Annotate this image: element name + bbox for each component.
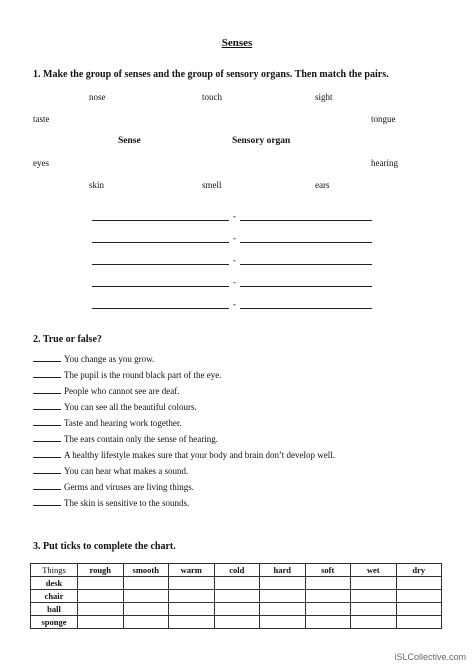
word-touch: touch <box>202 92 222 102</box>
table-row <box>31 577 442 590</box>
answer-blank-2[interactable] <box>33 370 61 378</box>
answer-blank-6[interactable] <box>33 434 61 442</box>
match-line-sense-4[interactable] <box>92 286 229 287</box>
tf-item-2: The pupil is the round black part of the eye. <box>33 370 221 380</box>
tick-cell[interactable] <box>351 590 397 603</box>
answer-blank-8[interactable] <box>33 466 61 474</box>
col-sense-heading: Sense <box>118 136 141 146</box>
header-things: Things <box>31 564 78 577</box>
word-nose: nose <box>89 92 106 102</box>
table-row <box>31 616 442 629</box>
tick-chart <box>30 563 442 629</box>
match-line-sense-2[interactable] <box>92 242 229 243</box>
tick-cell[interactable] <box>305 590 351 603</box>
tf-item-7: A healthy lifestyle makes sure that your body and brain don’t develop well. <box>33 450 335 460</box>
tick-cell[interactable] <box>214 590 260 603</box>
match-dash-3: - <box>233 255 236 265</box>
tf-item-3: People who cannot see are deaf. <box>33 386 179 396</box>
tick-cell[interactable] <box>305 577 351 590</box>
tick-cell[interactable] <box>78 577 124 590</box>
tick-cell[interactable] <box>396 577 442 590</box>
tf-item-9: Germs and viruses are living things. <box>33 482 194 492</box>
tick-cell[interactable] <box>123 616 169 629</box>
tick-cell[interactable] <box>260 616 306 629</box>
tick-cell[interactable] <box>169 603 215 616</box>
site-watermark: iSLCollective.com <box>394 652 466 662</box>
header-cold: cold <box>214 564 260 577</box>
word-hearing: hearing <box>371 158 398 168</box>
table-row <box>31 590 442 603</box>
tick-cell[interactable] <box>169 616 215 629</box>
tf-item-1: You change as you grow. <box>33 354 154 364</box>
tick-cell[interactable] <box>351 577 397 590</box>
tick-cell[interactable] <box>78 590 124 603</box>
word-tongue: tongue <box>371 114 396 124</box>
match-line-organ-5[interactable] <box>240 308 372 309</box>
tick-cell[interactable] <box>78 603 124 616</box>
tick-cell[interactable] <box>214 577 260 590</box>
word-taste: taste <box>33 114 50 124</box>
answer-blank-4[interactable] <box>33 402 61 410</box>
section1-heading: 1. Make the group of senses and the group of sensory organs. Then match the pairs. <box>33 69 389 80</box>
answer-blank-10[interactable] <box>33 498 61 506</box>
match-dash-5: - <box>233 299 236 309</box>
tick-cell[interactable] <box>396 603 442 616</box>
section3-heading: 3. Put ticks to complete the chart. <box>33 541 176 552</box>
tick-cell[interactable] <box>123 590 169 603</box>
tf-item-8: You can hear what makes a sound. <box>33 466 188 476</box>
answer-blank-1[interactable] <box>33 354 61 362</box>
header-rough: rough <box>78 564 124 577</box>
tick-cell[interactable] <box>305 603 351 616</box>
chart-header-row <box>31 564 442 577</box>
header-hard: hard <box>260 564 306 577</box>
match-line-sense-5[interactable] <box>92 308 229 309</box>
header-dry: dry <box>396 564 442 577</box>
tick-cell[interactable] <box>260 577 306 590</box>
answer-blank-3[interactable] <box>33 386 61 394</box>
tick-cell[interactable] <box>78 616 124 629</box>
tick-cell[interactable] <box>169 577 215 590</box>
tick-cell[interactable] <box>169 590 215 603</box>
tf-item-6: The ears contain only the sense of hearing. <box>33 434 218 444</box>
answer-blank-9[interactable] <box>33 482 61 490</box>
word-sight: sight <box>315 92 333 102</box>
col-organ-heading: Sensory organ <box>232 136 291 146</box>
tf-item-5: Taste and hearing work together. <box>33 418 182 428</box>
match-line-sense-1[interactable] <box>92 220 229 221</box>
match-dash-1: - <box>233 211 236 221</box>
answer-blank-5[interactable] <box>33 418 61 426</box>
tick-cell[interactable] <box>214 603 260 616</box>
match-line-organ-2[interactable] <box>240 242 372 243</box>
tick-cell[interactable] <box>123 577 169 590</box>
match-dash-2: - <box>233 233 236 243</box>
word-eyes: eyes <box>33 158 49 168</box>
tick-cell[interactable] <box>396 616 442 629</box>
header-warm: warm <box>169 564 215 577</box>
match-line-organ-3[interactable] <box>240 264 372 265</box>
row-label-ball: ball <box>31 603 78 616</box>
tick-cell[interactable] <box>214 616 260 629</box>
row-label-sponge: sponge <box>31 616 78 629</box>
tf-item-10: The skin is sensitive to the sounds. <box>33 498 189 508</box>
match-line-sense-3[interactable] <box>92 264 229 265</box>
tick-cell[interactable] <box>351 603 397 616</box>
row-label-chair: chair <box>31 590 78 603</box>
tick-cell[interactable] <box>305 616 351 629</box>
tick-cell[interactable] <box>396 590 442 603</box>
tick-cell[interactable] <box>260 603 306 616</box>
row-label-desk: desk <box>31 577 78 590</box>
tf-item-4: You can see all the beautiful colours. <box>33 402 197 412</box>
header-soft: soft <box>305 564 351 577</box>
answer-blank-7[interactable] <box>33 450 61 458</box>
tick-cell[interactable] <box>260 590 306 603</box>
header-smooth: smooth <box>123 564 169 577</box>
page-title: Senses <box>221 37 253 49</box>
word-skin: skin <box>89 180 105 190</box>
word-smell: smell <box>202 180 222 190</box>
header-wet: wet <box>351 564 397 577</box>
match-dash-4: - <box>233 277 236 287</box>
tick-cell[interactable] <box>351 616 397 629</box>
section2-heading: 2. True or false? <box>33 334 102 345</box>
match-line-organ-1[interactable] <box>240 220 372 221</box>
match-line-organ-4[interactable] <box>240 286 372 287</box>
tick-cell[interactable] <box>123 603 169 616</box>
table-row <box>31 603 442 616</box>
word-ears: ears <box>315 180 330 190</box>
